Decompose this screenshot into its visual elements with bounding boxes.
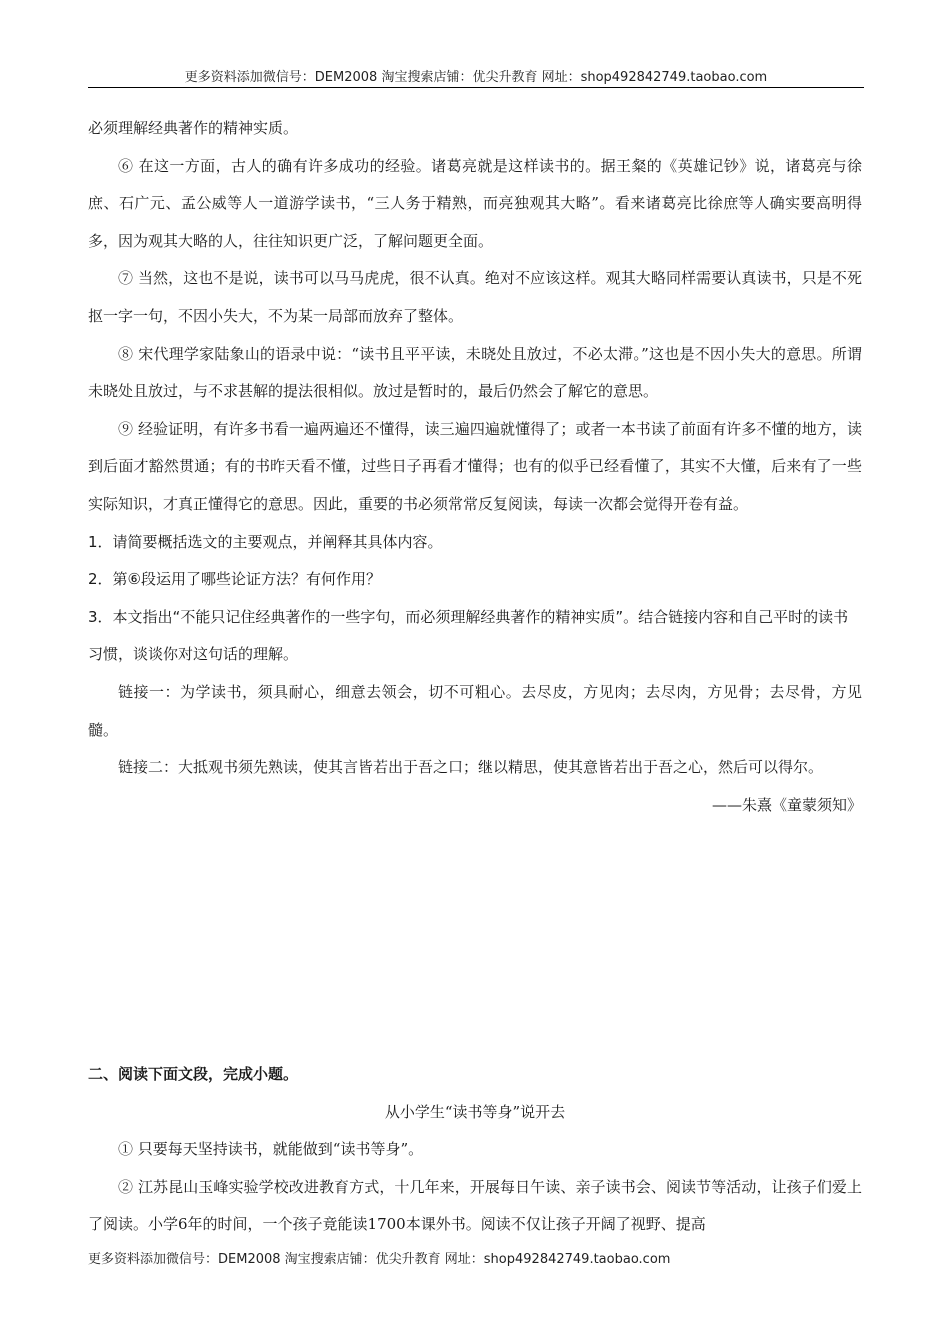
page-footer: 更多资料添加微信号：DEM2008 淘宝搜索店铺：优尖升教育 网址：shop492842749.taobao.com [88, 1252, 671, 1267]
passage-line-continuation: 必须理解经典著作的精神实质。 [88, 119, 299, 137]
question-3: 3．本文指出“不能只记住经典著作的一些字句，而必须理解经典著作的精神实质”。结合链接内容和自己平时的读书习惯，谈谈你对这句话的理解。 [88, 607, 849, 664]
article-paragraph-2: ② 江苏昆山玉峰实验学校改进教育方式，十几年来，开展每日午读、亲子读书会、阅读节等活动，让孩子们爱上了阅读。小学6年的时间，一个孩子竟能读1700本课外书。阅读不仅让孩子开阔了视野、提高 [88, 1177, 862, 1234]
paragraph-7: ⑦ 当然，这也不是说，读书可以马马虎虎，很不认真。绝对不应该这样。观其大略同样需要认真读书，只是不死抠一字一句，不因小失大，不为某一局部而放弃了整体。 [88, 269, 862, 325]
passage-body [88, 110, 862, 824]
question-1: 1．请简要概括选文的主要观点，并阐释其具体内容。 [88, 532, 443, 551]
section-heading: 二、阅读下面文段，完成小题。 [88, 1065, 299, 1083]
attribution: ——朱熹《童蒙须知》 [711, 795, 862, 814]
question-2: 2．第⑥段运用了哪些论证方法？有何作用？ [88, 570, 381, 589]
header-divider [88, 87, 864, 88]
article-paragraph-1: ① 只要每天坚持读书，就能做到“读书等身”。 [118, 1140, 424, 1159]
link-one: 链接一：为学读书，须具耐心，细意去领会，切不可粗心。去尽皮，方见肉；去尽肉，方见骨；去尽骨，方见髓。 [88, 682, 862, 739]
section-2 [88, 1056, 862, 1244]
article-title: 从小学生“读书等身”说开去 [384, 1102, 566, 1121]
paragraph-8: ⑧ 宋代理学家陆象山的语录中说：“读书且平平读，未晓处且放过，不必太滞。”这也是不因小失大的意思。所谓未晓处且放过，与不求甚解的提法很相似。放过是暂时的，最后仍然会了解它的意思。 [88, 344, 862, 401]
link-two: 链接二：大抵观书须先熟读，使其言皆若出于吾之口；继以精思，使其意皆若出于吾之心，然后可以得尔。 [118, 758, 824, 777]
paragraph-6: ⑥ 在这一方面，古人的确有许多成功的经验。诸葛亮就是这样读书的。据王粲的《英雄记钞》说，诸葛亮与徐庶、石广元、孟公威等人一道游学读书，“三人务于精熟，而亮独观其大略”。看来诸葛亮比徐庶等人确实要高明得多，因为观其大略的人，往往知识更广泛，了解问题更全面。 [88, 156, 862, 250]
paragraph-9: ⑨ 经验证明，有许多书看一遍两遍还不懂得，读三遍四遍就懂得了；或者一本书读了前面有许多不懂的地方，读到后面才豁然贯通；有的书昨天看不懂，过些日子再看才懂得；也有的似乎已经看懂了，其实不大懂，后来有了一些实际知识，才真正懂得它的意思。因此，重要的书必须常常反复阅读，每读一次都会觉得开卷有益。 [88, 419, 862, 513]
page-header: 更多资料添加微信号：DEM2008 淘宝搜索店铺：优尖升教育 网址：shop492842749.taobao.com [184, 70, 768, 85]
